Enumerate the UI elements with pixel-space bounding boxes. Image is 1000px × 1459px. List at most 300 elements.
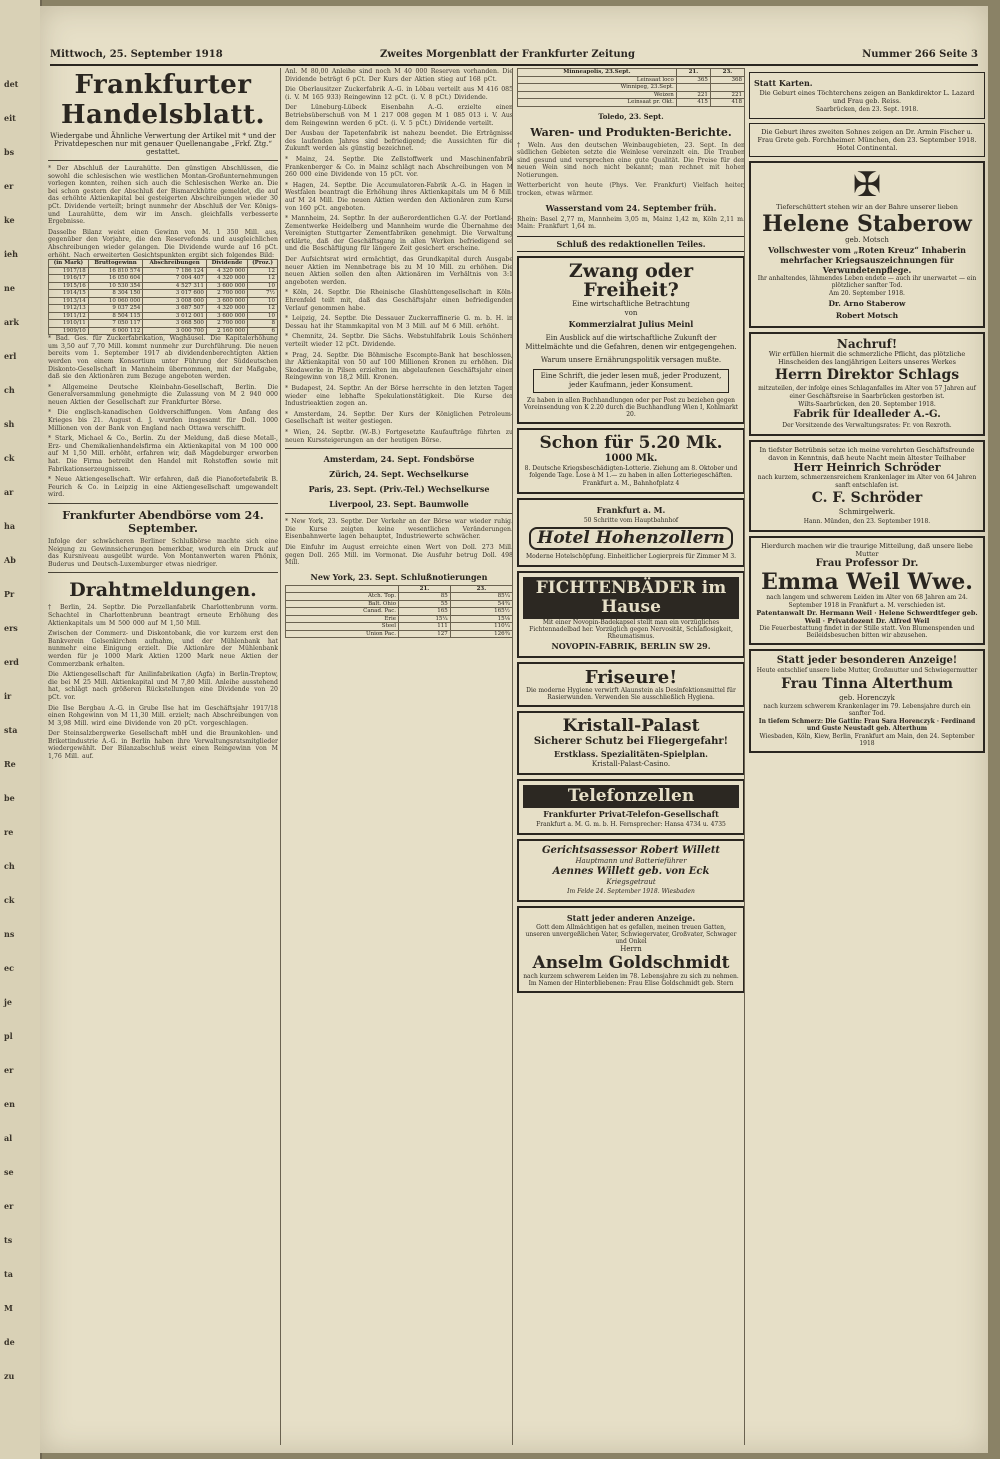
table-row <box>518 76 745 84</box>
table-row <box>518 84 745 92</box>
article-mannheim: * Mannheim, 24. Septbr. In der außerordentlichen G.-V. der Portland-Zementwerke Heidelberg und Mannheim wurde die Übernahme der Vereinigten Stuttgarter Zementfabriken genehmigt. Die Verwaltung erklärte, daß der Geschäftsgang in allen Werken befriedigend sei und die Beschäftigung für längere Zeit gesichert erscheine. <box>285 215 513 253</box>
spine-text-fragment: sta <box>4 725 18 735</box>
ad-text: Ihr anhaltendes, lähmendes Leben endete — auch ihr unerwartet — ein plötzlicher sanfter Tod. <box>757 275 977 289</box>
table-cell: 3 687 507 <box>143 305 207 313</box>
ad-line-1: Gerichtsassessor Robert Willett <box>541 844 721 856</box>
ad-herrn: Herrn <box>620 944 642 953</box>
article-draht-2: Zwischen der Commerz- und Diskontobank, die vor kurzem erst den Bankverein Gelsenkirchen aufnahm, und der Mühlenbank hat nunmehr eine Einigung erzielt. Die Aktionäre der Mühlenbank werden für je 1000 Mark Aktien 1200 Mark neue Aktien der Commerzbank erhalten. <box>48 630 278 668</box>
spine-text-fragment: ke <box>4 215 15 225</box>
table-cell: Canad. Pac. <box>286 608 399 616</box>
divider <box>285 513 513 514</box>
table-cell: 418 <box>710 99 744 107</box>
table-header-cell: 21. <box>399 585 451 593</box>
article-zuckerfabrikation: * Bad. Ges. für Zuckerfabrikation, Waghäusel. Die Kapitalerhöhung um 3,50 auf 7,70 Mill. kommt nunmehr zur Durchführung. Die neuen bereits vom 1. September 1917 ab dividendenberechtigten Aktien werden von einem Konsortium unter Führung der Süddeutschen Diskonto-Gesellschaft in Mannheim übernommen, mit der Maßgabe, daß sie den Aktionären zum Bezuge angeboten werden. <box>48 335 278 381</box>
ad-text: Wir erfüllen hiermit die schmerzliche Pflicht, das plötzliche Hinscheiden des langjährigen Leiters unseres Werkes <box>768 350 966 366</box>
spine-text-fragment: ir <box>4 691 12 701</box>
spine-text-fragment: erd <box>4 657 19 667</box>
table-cell: 2 700 000 <box>206 320 247 328</box>
ad-brand: NOVOPIN-FABRIK, BERLIN SW 29. <box>551 640 711 651</box>
ad-geb: geb. Motsch <box>845 236 889 244</box>
table-cell: 4 320 000 <box>206 275 247 283</box>
ad-name: Helene Staberow <box>762 211 972 237</box>
spine-text-fragment: pl <box>4 1031 13 1041</box>
table-cell: 127 <box>399 630 451 638</box>
column-3 <box>512 68 745 1445</box>
table-cell: Leinsaat pr. Okt. <box>518 99 677 107</box>
spine-text-fragment: erl <box>4 351 17 361</box>
article-stark-michael: * Stark, Michael & Co., Berlin. Zu der Meldung, daß diese Metall-, Erz- und Chemikalienhandelsfirma ein Aktienkapital von M 100 000 auf M 1,50 Mill. erhöht, erfahren wir, daß Magdeburger erworben hat. Die Firma betreibt den Handel mit Rohstoffen sowie mit Fabrikationserzeugnissen. <box>48 435 278 473</box>
ad-pre: Tieferschüttert stehen wir an der Bahre unserer lieben <box>776 203 958 211</box>
ad-footer: Im Namen der Hinterbliebenen: Frau Elise Goldschmidt geb. Stern <box>528 979 734 987</box>
article-mannheim-cont: Der Aufsichtsrat wird ermächtigt, das Grundkapital durch Ausgabe neuer Aktien im Nennbetrage bis zu M 10 Mill. zu erhöhen. Die neuen Aktien sollen den alten Aktionären im Verhältnis von 3:1 angeboten werden. <box>285 256 513 286</box>
table-row <box>286 615 513 623</box>
table-cell: 4 320 000 <box>206 305 247 313</box>
masthead <box>50 48 978 66</box>
ad-firm: C. F. Schröder <box>811 490 923 506</box>
table-row <box>49 290 278 298</box>
ad-pre: Heute entschlief unsere liebe Mutter, Großmutter und Schwiegermutter <box>756 667 978 674</box>
ad-author: Kommerzialrat Julius Meinl <box>568 318 694 329</box>
ad-text: 8. Deutsche Kriegsbeschädigten-Lotterie. Ziehung am 8. Oktober und folgende Tage. Lose à M 1.— zu haben in allen Lotteriegeschäften. <box>524 464 738 479</box>
table-cell: 1911/12 <box>49 312 89 320</box>
table-row <box>286 623 513 631</box>
table-header-cell: Dividende <box>206 260 247 268</box>
ad-text: Die moderne Hygiene verwirft Alaunstein als Desinfektionsmittel für Rasierwunden. Verwenden Sie ausschließlich Hygiena. <box>526 686 736 701</box>
ad-signatures: Patentanwalt Dr. Hermann Weil · Helene Schwerdtfeger geb. Weil · Privatdozent Dr. Alfred Weil <box>756 609 978 625</box>
heading-toledo: Toledo, 23. Sept. <box>598 111 664 121</box>
ad-friseure <box>517 662 745 707</box>
ad-text: Ein Ausblick auf die wirtschaftliche Zukunft der Mittelmächte und die Gefahren, denen wir entgegengehen. <box>525 333 737 351</box>
spine-text-fragment: ck <box>4 453 15 463</box>
table-cell: 3 600 000 <box>206 282 247 290</box>
end-editorial-notice: Schluß des redaktionellen Teiles. <box>517 236 745 252</box>
table-cell: Atch. Top. <box>286 593 399 601</box>
table-row <box>49 312 278 320</box>
newyork-table <box>285 585 513 639</box>
table-cell: 126¾ <box>450 630 512 638</box>
ad-zwang-oder-freiheit <box>517 256 745 424</box>
ad-kriegsgetraut <box>517 839 745 902</box>
table-cell: 368 <box>710 76 744 84</box>
ad-subtitle: 1000 Mk. <box>604 452 658 464</box>
article-hagen: * Hagen, 24. Septbr. Die Accumulatoren-Fabrik A.-G. in Hagen in Westfalen beantragt die Erhöhung ihres Aktienkapitals um M 6 Mill. auf M 24 Mill. Die neuen Aktien werden den Aktionären zum Kurse von 160 pCt. angeboten. <box>285 181 513 212</box>
ad-head: Statt jeder anderen Anzeige. <box>566 912 696 923</box>
table-cell: 55 <box>399 600 451 608</box>
laurahuette-table <box>48 259 278 335</box>
masthead-title: Zweites Morgenblatt der Frankfurter Zeitung <box>380 49 635 60</box>
ad-fichtenbaeder <box>517 571 745 658</box>
table-header-cell <box>286 585 399 593</box>
ad-text: Gott dem Allmächtigen hat es gefallen, meinen treuen Gatten, unseren unvergeßlichen Vater, Schwiegervater, Großvater, Schwager und Onkel <box>525 923 737 945</box>
table-cell: 8 <box>248 320 278 328</box>
article-mainz: * Mainz, 24. Septbr. Die Zellstoffwerk und Maschinenfabrik Frankenberger & Co. in Mainz schlägt nach Abschreibungen von M 260 000 eine Dividende von 15 pCt. vor. <box>285 155 513 179</box>
spine-text-fragment: er <box>4 181 14 191</box>
ad-title: Schon für 5.20 Mk. <box>539 432 723 453</box>
ad-text: Mit einer Novopin-Badekapsel stellt man ein vorzügliches Fichtennadelbad her. Vorzüglich gegen Nervosität, Schlaflosigkeit, Rheumatismus. <box>529 618 733 640</box>
table-cell: 1914/15 <box>49 290 89 298</box>
ad-heinrich-schroeder <box>749 440 985 532</box>
ad-text: nach kurzem schwerem Krankenlager im 79. Lebensjahre durch ein sanfter Tod. <box>763 702 971 717</box>
table-cell: 415 <box>676 99 710 107</box>
spine-text-fragment: je <box>4 997 12 1007</box>
article-c2-4: Der Ausbau der Tapetenfabrik ist nahezu beendet. Die Erträgnisse des laufenden Jahres sind befriedigend; die Aussichten für die Zukunft werden als günstig bezeichnet. <box>285 130 513 153</box>
spine-text-fragment: ark <box>4 317 19 327</box>
ad-text: In tiefster Betrübnis setze ich meine verehrten Geschäftsfreunde davon in Kenntnis, daß heute Nacht mein ältester Teilhaber <box>759 446 975 462</box>
spine-text-fragment: Ab <box>4 555 16 565</box>
spine-text-fragment: se <box>4 1167 14 1177</box>
ad-title: Hotel Hohenzollern <box>529 527 733 550</box>
heading-wasserstand: Wasserstand vom 24. September früh. <box>545 202 717 213</box>
table-row <box>49 305 278 313</box>
ad-text: Die Geburt ihres zweiten Sohnes zeigen an Dr. Armin Fischer u. Frau Grete geb. Forchheimer. München, den 23. September 1918. Hotel Continental. <box>757 128 977 152</box>
table-cell: 54¾ <box>450 600 512 608</box>
table-cell: 7 186 124 <box>143 267 207 275</box>
table-cell: Steel <box>286 623 399 631</box>
article-wein: † Weln. Aus den deutschen Weinbaugebieten, 23. Sept. In den südlichen Gebieten setzte die Weinlese vereinzelt ein. Die Trauben sind gesund und versprechen eine gute Qualität. Die Preise für den neuen Wein sind noch nicht bekannt; man rechnet mit hohen Notierungen. <box>517 141 745 179</box>
table-cell: 6 <box>248 327 278 335</box>
table-cell: 8 304 150 <box>88 290 143 298</box>
masthead-page-number: Nummer 266 Seite 3 <box>862 49 978 60</box>
ad-line-2: Hauptmann und Batterieführer <box>575 856 687 865</box>
column-4 <box>744 68 985 1445</box>
table-row <box>518 91 745 99</box>
table-cell: 221 <box>676 91 710 99</box>
article-newyork-cont: Die Einfuhr im August erreichte einen Wert von Doll. 273 Mill. gegen Doll. 265 Mill. im Vormonat. Die Ausfuhr betrug Doll. 498 Mill. <box>285 543 513 567</box>
ad-date: Am 20. September 1918. <box>829 290 905 297</box>
ad-subtitle: Frankfurter Privat-Telefon-Gesellschaft <box>543 808 719 819</box>
ad-signatures: In tiefem Schmerz: Die Gattin: Frau Sara Horenczyk · Ferdinand und Guste Neustadt geb. Alterthum <box>758 717 976 732</box>
divider <box>285 448 513 449</box>
ad-title: Vollschwester vom „Roten Kreuz“ Inhaberin mehrfacher Kriegsauszeichnungen für Verwundetenpflege. <box>768 245 966 275</box>
ad-firm: Fabrik für Idealleder A.-G. <box>793 409 941 420</box>
table-cell <box>676 84 710 92</box>
table-row <box>49 282 278 290</box>
ad-footer: Die Feuerbestattung findet in der Stille statt. Von Blumenspenden und Beileidsbesuchen bitten wir abzusehen. <box>759 625 975 639</box>
spine-text-fragment: ar <box>4 487 14 497</box>
column-2 <box>280 68 513 1445</box>
table-cell: Leinsaat loco <box>518 76 677 84</box>
article-kleinbahn: * Allgemeine Deutsche Kleinbahn-Gesellschaft, Berlin. Die Generalversammlung genehmigte die Zulassung von M 2 940 000 neuen Aktien der Gesellschaft zur Frankfurter Börse. <box>48 383 278 406</box>
ad-title: Zwang oder Freiheit? <box>568 259 694 301</box>
table-cell: 15⅛ <box>450 615 512 623</box>
ad-emma-weil <box>749 536 985 645</box>
article-prag: * Prag, 24. Septbr. Die Böhmische Escompte-Bank hat beschlossen, ihr Aktienkapital von 50 auf 100 Millionen Kronen zu erhöhen. Die Skodawerke in Pilsen erzielten im abgelaufenen Geschäftsjahr einen Reingewinn von 18,2 Mill. Kronen. <box>285 351 513 382</box>
table-header-cell: (in Mark) <box>49 260 89 268</box>
spine-text-fragment: det <box>4 79 19 89</box>
newspaper-page <box>40 6 988 1453</box>
spine-text-fragment: M <box>4 1303 13 1313</box>
table-cell: 10 <box>248 282 278 290</box>
ad-head: Statt Karten. <box>754 78 813 88</box>
spine-text-fragment: Re <box>4 759 16 769</box>
table-row <box>49 320 278 328</box>
ad-head: Statt jeder besonderen Anzeige! <box>776 655 958 666</box>
heading-waren: Waren- und Produkten-Berichte. <box>530 125 732 139</box>
ad-helene-staberow <box>749 161 985 328</box>
column-1 <box>48 68 278 1445</box>
table-cell: 165½ <box>450 608 512 616</box>
ad-footer: Kristall-Palast-Casino. <box>591 759 671 768</box>
ad-signature-2: Robert Motsch <box>835 311 899 320</box>
article-budapest: * Budapest, 24. Septbr. An der Börse herrschte in den letzten Tagen wieder eine lebhafte Spekulationstätigkeit. Die Kurse der Industrieaktien zogen an. <box>285 384 513 408</box>
table-cell: 10 <box>248 297 278 305</box>
ad-subtitle: Sicherer Schutz bei Fliegergefahr! <box>533 735 729 747</box>
table-header-cell: Abschreibungen <box>143 260 207 268</box>
table-cell: 12 <box>248 267 278 275</box>
ad-name: Anselm Goldschmidt <box>532 952 730 973</box>
spine-text-fragment: re <box>4 827 14 837</box>
spine-text-fragment: bs <box>4 147 15 157</box>
section-heading-handelsblatt: Frankfurter Handelsblatt. <box>60 70 266 130</box>
table-cell: 7 004 407 <box>143 275 207 283</box>
ad-line-5: Im Felde 24. September 1918. Wiesbaden <box>567 887 695 895</box>
table-cell: Union Pac. <box>286 630 399 638</box>
ad-title: Telefonzellen <box>523 785 739 808</box>
table-cell: 7½ <box>248 290 278 298</box>
table-cell: Erie <box>286 615 399 623</box>
ad-firm-2: Schmirgelwerk. <box>838 508 896 516</box>
heading-abendboerse: Frankfurter Abendbörse vom 24. September. <box>62 509 264 535</box>
table-cell: 4 527 311 <box>143 282 207 290</box>
article-laurahuette: * Der Abschluß der Laurahütte. Den günstigen Abschlüssen, die sowohl die schlesischen wie westlichen Montan-Großunternehmungen vorlegen konnten, reihen sich auch die Schlesischen Werke an. Die bei schon gestern der Abschluß der Bismarckhütte gemeldet, die auf das erhöhte Aktienkapital bei gesteigerten Abschreibungen wieder 30 pCt. Dividende verteilt; bringt nunmehr der Abschluß der Ver. Königs- und Laurahütte, dem wir im Ansch. gleichfalls verbesserte Ergebnisse. <box>48 165 278 226</box>
ad-text-2: nach langem und schwerem Leiden im Alter von 68 Jahren am 24. September 1918 in Frankfurt a. M. verschieden ist. <box>766 594 968 609</box>
spine-text-fragment: de <box>4 1337 15 1347</box>
spine-text-fragment: be <box>4 793 15 803</box>
spine-text-fragment: ec <box>4 963 14 973</box>
ad-geburt-lazard <box>749 72 985 119</box>
article-wasserstand: Rhein: Basel 2,77 m, Mannheim 3,05 m, Mainz 1,42 m, Köln 2,11 m. Main: Frankfurt 1,64 m. <box>517 215 745 231</box>
article-draht-4: Die Ilse Bergbau A.-G. in Grube Ilse hat im Geschäftsjahr 1917/18 einen Rohgewinn von M 11,30 Mill. erzielt; nach Abschreibungen von M 3,98 Mill. wird eine Dividende von 20 pCt. vorgeschlagen. <box>48 704 278 727</box>
table-cell: 7 050 117 <box>88 320 143 328</box>
ad-by: von <box>624 308 638 317</box>
ad-place: Hann. Münden, den 23. September 1918. <box>803 518 931 525</box>
table-cell: 1917/18 <box>49 267 89 275</box>
table-cell: 12 <box>248 305 278 313</box>
ad-anselm-goldschmidt <box>517 906 745 993</box>
table-cell: Weizen <box>518 91 677 99</box>
table-row <box>518 99 745 107</box>
ad-head: Nachruf! <box>836 337 898 351</box>
ad-title: FICHTENBÄDER im Hause <box>523 577 739 619</box>
ad-geburt-fischer <box>749 123 985 157</box>
ad-tinna-alterthum <box>749 649 985 753</box>
ad-footer: Frankfurt a. M., Bahnhofplatz 4 <box>582 479 680 487</box>
spine-text-fragment: eit <box>4 113 16 123</box>
article-c2-3: Der Lüneburg-Lübeck Eisenbahn A.-G. erzielte einen Betriebsüberschuß von M 1 217 008 gegen M 1 085 013 i. V. Aus dem Reingewinn werden 6 pCt. (i. V. 5 pCt.) Dividende verteilt. <box>285 104 513 127</box>
ad-text: Erstklass. Spezialitäten-Spielplan. <box>554 748 708 759</box>
spine-text-fragment: Pr <box>4 589 15 599</box>
table-row <box>49 267 278 275</box>
table-row <box>286 608 513 616</box>
spine-text-fragment: ns <box>4 929 15 939</box>
spine-text-fragment: al <box>4 1133 13 1143</box>
ad-telefonzellen <box>517 779 745 835</box>
table-cell: 1916/17 <box>49 275 89 283</box>
table-row <box>49 297 278 305</box>
ad-text: Die Geburt eines Töchterchens zeigen an Bankdirektor L. Lazard und Frau geb. Reiss. <box>759 89 975 105</box>
section-subheading: Wiedergabe und Ähnliche Verwertung der Artikel mit * und der Privatdepeschen nur mit genauer Quellenangabe „Frkf. Ztg.“ gestattet. <box>50 132 276 156</box>
article-chemnitz: * Chemnitz, 24. Septbr. Die Sächs. Webstuhlfabrik Louis Schönherr verteilt wieder 12 pCt. Dividende. <box>285 333 513 348</box>
table-cell: 16 810 574 <box>88 267 143 275</box>
adjacent-page-spine <box>0 0 42 1459</box>
article-draht-5: Der Steinsalzbergwerke Gesellschaft mbH und die Braunkohlen- und Brikettindustrie A.-G. in Berlin haben ihre Verwaltungsratsmitglieder wiedergewählt. Der Bilanzabschluß weist einen Reingewinn von M 1,76 Mill. auf. <box>48 730 278 761</box>
heading-liverpool: Liverpool, 23. Sept. Baumwolle <box>329 499 469 510</box>
ad-title: Kristall-Palast <box>562 715 700 736</box>
article-draht-3: Die Aktiengesellschaft für Anilinfabrikation (Agfa) in Berlin-Treptow, die bei M 25 Mill. Aktienkapital und M 7,80 Mill. Anleihe ausstehend hat, schlägt nach größeren Rückstellungen eine Dividende von 20 pCt. vor. <box>48 671 278 701</box>
table-cell: 10 060 000 <box>88 297 143 305</box>
article-leipzig: * Leipzig, 24. Septbr. Die Dessauer Zuckerraffinerie G. m. b. H. in Dessau hat ihr Stammkapital von M 3 Mill. auf M 6 Mill. erhöht. <box>285 315 513 330</box>
article-c2-2: Die Oberlausitzer Zuckerfabrik A.-G. in Löbau verteilt aus M 416 085 (i. V. M 165 933) Reingewinn 12 pCt. (i. V. 8 pCt.) Dividende. <box>285 86 513 101</box>
ad-lotterie <box>517 428 745 494</box>
article-wien: * Wien, 24. Septbr. (W.-B.) Fortgesetzte Kaufaufträge führten zu neuen Kurssteigerungen an der heutigen Börse. <box>285 428 513 444</box>
table-cell: 2 700 000 <box>206 290 247 298</box>
table-cell: 3 000 700 <box>143 327 207 335</box>
divider <box>48 160 278 161</box>
ad-title: Frau Professor Dr. <box>815 558 919 569</box>
table-cell: 4 320 000 <box>206 267 247 275</box>
table-cell: 8 504 115 <box>88 312 143 320</box>
table-row <box>49 327 278 335</box>
table-row <box>286 600 513 608</box>
table-cell: 3 017 600 <box>143 290 207 298</box>
table-header-cell: 21. <box>676 69 710 77</box>
heading-paris: Paris, 23. Sept. (Priv.-Tel.) Wechselkurse <box>308 484 490 495</box>
table-cell: 9 037 254 <box>88 305 143 313</box>
ad-text-2: mitzuteilen, der infolge eines Schlaganfalles im Alter von 57 Jahren auf einer Geschäftsreise in Saarbrücken gestorben ist. <box>758 385 976 400</box>
table-cell: 3 012 001 <box>143 312 207 320</box>
article-wetter: Wetterbericht von heute (Phys. Ver. Frankfurt) Vielfach heiter, trocken, etwas wärmer. <box>517 182 745 198</box>
spine-text-fragment: ts <box>4 1235 13 1245</box>
table-header-cell: (Proz.) <box>248 260 278 268</box>
spine-text-fragment: er <box>4 1065 14 1075</box>
divider <box>48 503 278 504</box>
table-cell: 111 <box>399 623 451 631</box>
ad-city: Frankfurt a. M. <box>596 504 666 515</box>
article-laurahuette-cont: Dasselbe Bilanz weist einen Gewinn von M. 1 350 Mill. aus, gegenüber den Vorjahre, die den Reservefonds und ausgleichlichen Abschreibungen wieder gelangen. Die Dividende wurde auf 16 pCt. erhöht. Nach erweiterten Gesichtspunkten ergibt sich folgendes Bild: <box>48 228 278 259</box>
masthead-date: Mittwoch, 25. September 1918 <box>50 49 223 60</box>
table-cell: 1913/14 <box>49 297 89 305</box>
divider <box>48 572 278 573</box>
ad-line-4: Kriegsgetraut <box>606 877 656 886</box>
table-cell: 3 068 500 <box>143 320 207 328</box>
table-header-cell: 23. <box>450 585 512 593</box>
ad-name: Herrn Direktor Schlags <box>774 367 960 383</box>
ad-signature-1: Dr. Arno Staberow <box>828 299 906 308</box>
article-newyork: * New York, 23. Septbr. Der Verkehr an der Börse war wieder ruhig. Die Kurse zeigten keine wesentlichen Veränderungen. Eisenbahnwerte lagen behauptet, Industriewerte schwächer. <box>285 518 513 541</box>
table-cell: 15¼ <box>399 615 451 623</box>
ad-text: Moderne Hotelschöpfung. Einheitlicher Logierpreis für Zimmer M 3. <box>525 552 737 560</box>
iron-cross-icon: ✠ <box>852 165 882 205</box>
spine-text-fragment: er <box>4 1201 14 1211</box>
table-cell: 1912/13 <box>49 305 89 313</box>
article-draht-1: † Berlin, 24. Septbr. Die Porzellanfabrik Charlottenbrunn vorm. Schachtel in Charlottenbrunn beantragt erneute Erhöhung des Aktienkapitals um M 500 000 auf M 1,50 Mill. <box>48 604 278 627</box>
table-row <box>286 593 513 601</box>
grain-market-table <box>517 68 745 107</box>
spine-text-fragment: ch <box>4 861 15 871</box>
ad-title: Friseure! <box>584 666 678 688</box>
ad-kristall-palast <box>517 711 745 775</box>
article-neue-aktiengesellschaft: * Neue Aktiengesellschaft. Wir erfahren, daß die Pianofortefabrik B. Feurich & Co. in Leipzig in eine Aktiengesellschaft umgewandelt wird. <box>48 476 278 499</box>
article-abendboerse: Infolge der schwächeren Berliner Schlußbörse machte sich eine Neigung zu Gewinnsicherungen bemerkbar, wodurch ein Druck auf das Kursniveau ausgeübt wurde. Von Montanwerten waren Phönix, Buderus und Deutsch-Luxemburger etwas niedriger. <box>48 538 278 568</box>
table-cell: 16 050 604 <box>88 275 143 283</box>
ad-text: Hierdurch machen wir die traurige Mitteilung, daß unsere liebe Mutter <box>761 542 973 558</box>
ad-question: Warum unsere Ernährungspolitik versagen mußte. <box>540 355 722 364</box>
table-cell: Balt. Ohio <box>286 600 399 608</box>
table-header-cell: Minneapolis, 23.Sept. <box>518 69 677 77</box>
heading-amsterdam-fonds: Amsterdam, 24. Sept. Fondsbörse <box>323 454 475 465</box>
ad-signature: Der Vorsitzende des Verwaltungsrates: Fr. von Rexroth. <box>782 422 952 429</box>
heading-newyork-table: New York, 23. Sept. Schlußnotierungen <box>310 571 488 582</box>
ad-name: Frau Tinna Alterthum <box>781 675 953 692</box>
spine-text-fragment: zu <box>4 1371 15 1381</box>
ad-text-2: nach kurzem schwerem Leiden im 78. Lebensjahre zu sich zu nehmen. <box>523 972 739 980</box>
spine-text-fragment: en <box>4 1099 15 1109</box>
table-cell: 3 600 000 <box>206 312 247 320</box>
table-cell: 85 <box>399 593 451 601</box>
ad-subtitle: Eine wirtschaftliche Betrachtung <box>572 299 690 308</box>
spine-text-fragment: sh <box>4 419 15 429</box>
article-amsterdam: * Amsterdam, 24. Septbr. Der Kurs der Königlichen Petroleum-Gesellschaft ist weiter gestiegen. <box>285 410 513 426</box>
table-cell: 110¼ <box>450 623 512 631</box>
table-cell: 165 <box>399 608 451 616</box>
spine-text-fragment: ieh <box>4 249 18 259</box>
table-cell: 1909/10 <box>49 327 89 335</box>
spine-text-fragment: ne <box>4 283 15 293</box>
ad-name: Emma Weil Wwe. <box>761 569 973 595</box>
ad-name: Herr Heinrich Schröder <box>793 461 941 474</box>
spine-text-fragment: ch <box>4 385 15 395</box>
ad-geb: geb. Horenczyk <box>839 693 895 702</box>
table-row <box>49 275 278 283</box>
spine-text-fragment: ta <box>4 1269 13 1279</box>
table-cell: 221 <box>710 91 744 99</box>
heading-zurich: Zürich, 24. Sept. Wechselkurse <box>329 469 469 480</box>
ad-box: Eine Schrift, die jeder lesen muß, jeder Produzent, jeder Kaufmann, jeder Konsument. <box>533 369 729 393</box>
table-cell: 12 <box>248 275 278 283</box>
spine-text-fragment: ha <box>4 521 15 531</box>
spine-text-fragment: ers <box>4 623 18 633</box>
table-cell: 85¼ <box>450 593 512 601</box>
table-cell: 3 008 000 <box>143 297 207 305</box>
ad-footer: Saarbrücken, den 23. Sept. 1918. <box>815 106 919 113</box>
table-cell: 365 <box>676 76 710 84</box>
table-cell: 1915/16 <box>49 282 89 290</box>
spine-text-fragment: ck <box>4 895 15 905</box>
ad-text-2: nach kurzem, schmerzensreichem Krankenlager im Alter von 64 Jahren sanft entschlafen ist. <box>757 474 977 489</box>
article-c2-1: Anl. M 80,00 Anleihe sind noch M 40 000 Reserven vorhanden. Die Dividende beträgt 6 pCt. Der Kurs der Aktien stieg auf 168 pCt. <box>285 68 513 83</box>
table-cell: 6 000 112 <box>88 327 143 335</box>
table-cell: 3 600 000 <box>206 297 247 305</box>
table-header-cell: 23. <box>710 69 744 77</box>
heading-drahtmeldungen: Drahtmeldungen. <box>69 579 257 602</box>
ad-note: 50 Schritte vom Hauptbahnhof <box>583 516 679 524</box>
table-cell <box>710 84 744 92</box>
article-koeln: * Köln, 24. Septbr. Die Rheinische Glashüttengesellschaft in Köln-Ehrenfeld teilt mit, daß das Geschäftsjahr einen befriedigenden Verlauf genommen habe. <box>285 289 513 312</box>
table-header-cell: Bruttogewinn <box>88 260 143 268</box>
ad-hotel-hohenzollern <box>517 498 745 567</box>
ad-place: Wiesbaden, Köln, Kiew, Berlin, Frankfurt am Main, den 24. September 1918 <box>759 732 975 747</box>
table-cell: 10 530 354 <box>88 282 143 290</box>
ad-footer: Frankfurt a. M. G. m. b. H. Fernsprecher: Hansa 4734 u. 4735 <box>536 820 726 828</box>
ad-place: Wilts-Saarbrücken, den 20. September 1918. <box>798 401 936 408</box>
ad-nachruf-schlags <box>749 332 985 436</box>
article-goldverschiffungen: * Die englisch-kanadischen Goldverschiffungen. Vom Anfang des Krieges bis 21. August d. J. wurden insgesamt für Doll. 1000 Millionen von der Bank von England nach Ottawa verschifft. <box>48 409 278 432</box>
table-cell: 1910/11 <box>49 320 89 328</box>
table-cell: 2 160 000 <box>206 327 247 335</box>
table-cell: 10 <box>248 312 278 320</box>
ad-line-3: Aennes Willett geb. von Eck <box>552 865 710 877</box>
ad-footer: Zu haben in allen Buchhandlungen oder per Post zu beziehen gegen Voreinsendung von K 2.20 durch die Buchhandlung Wien I, Kohlmarkt 20. <box>523 396 739 418</box>
